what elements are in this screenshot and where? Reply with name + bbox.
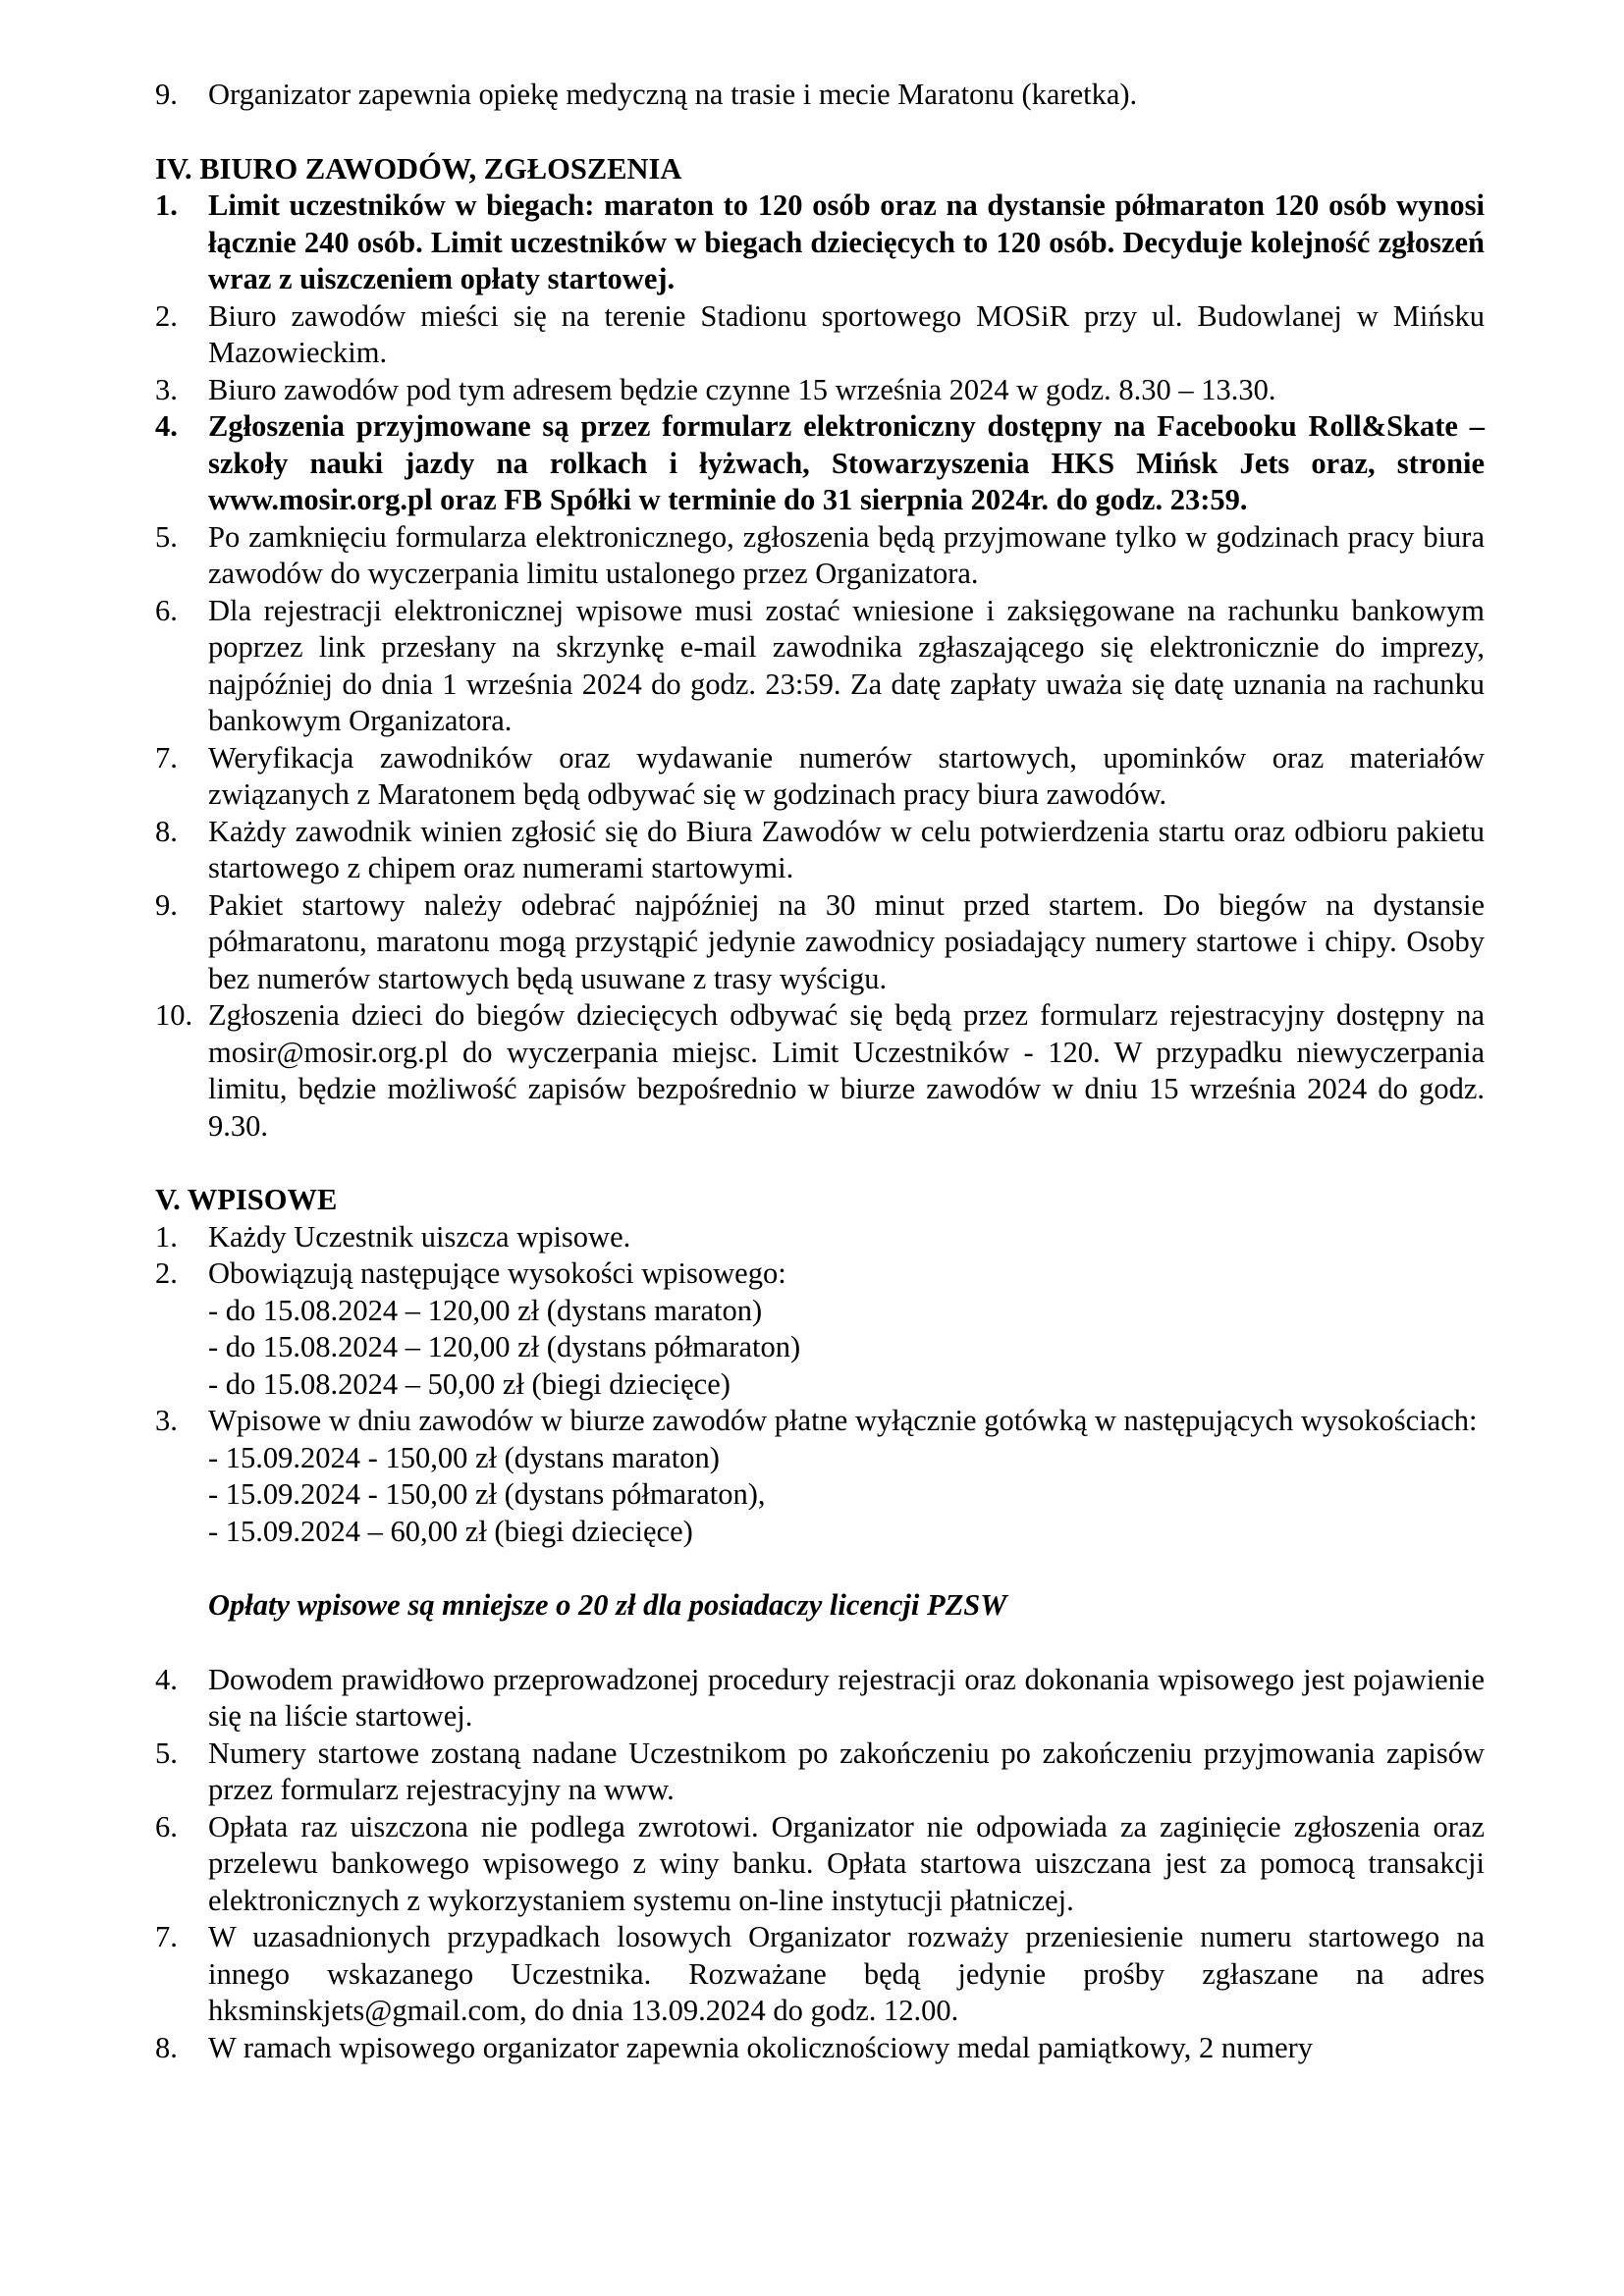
item-number: 7.	[155, 740, 178, 774]
item-number: 9.	[155, 887, 178, 922]
item-number: 8.	[155, 2030, 178, 2064]
list-item	[155, 1403, 1485, 1550]
list-item	[155, 1919, 1485, 2030]
item-number: 3.	[155, 1404, 178, 1437]
item-text: Opłata raz uiszczona nie podlega zwrotowi. Organizator nie odpowiada za zaginięcie zgłoszenia oraz przelewu bankowego wpisowego z winy banku. Opłata startowa uiszczana jest za pomocą transakcji elektronicznych z wykorzystaniem systemu on-line instytucji płatniczej.	[208, 1809, 1485, 1917]
pzsw-discount-note: Opłaty wpisowe są mniejsze o 20 zł dla posiadaczy licencji PZSW	[208, 1588, 1007, 1622]
section-heading-iv: IV. BIURO ZAWODÓW, ZGŁOSZENIA	[155, 151, 682, 186]
list-item	[155, 187, 1485, 298]
item-text: Dowodem prawidłowo przeprowadzonej procedury rejestracji oraz dokonania wpisowego jest pojawienie się na liście startowej.	[208, 1662, 1485, 1733]
document-body	[155, 77, 1485, 2066]
list-item	[155, 593, 1485, 740]
item-text: Biuro zawodów mieści się na terenie Stadionu sportowego MOSiR przy ul. Budowlanej w Mińsku Mazowieckim.	[208, 298, 1485, 369]
item-number: 6.	[155, 593, 178, 627]
list-item	[155, 2030, 1485, 2067]
list-item	[155, 1662, 1485, 1735]
list-item	[155, 740, 1485, 814]
list-item	[155, 1809, 1485, 1920]
fee-line: - do 15.08.2024 – 120,00 zł (dystans maraton)	[208, 1293, 763, 1327]
item-number: 10.	[155, 998, 193, 1032]
fee-line: - 15.09.2024 - 150,00 zł (dystans półmaraton),	[208, 1477, 766, 1511]
item-text: Numery startowe zostaną nadane Uczestnikom po zakończeniu po zakończeniu przyjmowania zapisów przez formularz rejestracyjny na www.	[208, 1735, 1485, 1806]
fee-line: - 15.09.2024 – 60,00 zł (biegi dziecięce)	[208, 1514, 693, 1548]
item-number: 7.	[155, 1920, 178, 1953]
item-text	[208, 1255, 1485, 1403]
item-number: 6.	[155, 1809, 178, 1843]
item-text	[208, 1403, 1485, 1550]
item-number: 5.	[155, 519, 178, 554]
item-text: W uzasadnionych przypadkach losowych Organizator rozważy przeniesienie numeru startowego na innego wskazanego Uczestnika. Rozważane będą jedynie prośby zgłaszane na adres hksminskjets@gmail.com, do dnia 13.09.2024 do godz. 12.00.	[208, 1920, 1485, 2027]
item-intro: Obowiązują następujące wysokości wpisowego:	[208, 1256, 786, 1290]
list-item	[155, 997, 1485, 1145]
item-text: Zgłoszenia dzieci do biegów dziecięcych odbywać się będą przez formularz rejestracyjny dostępny na mosir@mosir.org.pl do wyczerpania miejsc. Limit Uczestników - 120. W przypadku niewyczerpania limitu, będzie możliwość zapisów bezpośrednio w biurze zawodów w dniu 15 września 2024 do godz. 9.30.	[208, 998, 1485, 1143]
list-item	[155, 77, 1485, 114]
item-text: Po zamknięciu formularza elektronicznego, zgłoszenia będą przyjmowane tylko w godzinach pracy biura zawodów do wyczerpania limitu ustalonego przez Organizatora.	[208, 519, 1485, 590]
list-item	[155, 298, 1485, 372]
item-text: W ramach wpisowego organizator zapewnia okolicznościowy medal pamiątkowy, 2 numery	[208, 2030, 1314, 2064]
item-text: Dla rejestracji elektronicznej wpisowe musi zostać wniesione i zaksięgowane na rachunku bankowym poprzez link przesłany na skrzynkę e-mail zawodnika zgłaszającego się elektronicznie do imprezy, najpóźniej do dnia 1 września 2024 do godz. 23:59. Za datę zapłaty uważa się datę uznania na rachunku bankowym Organizatora.	[208, 593, 1485, 737]
item-number: 4.	[155, 409, 178, 443]
fee-line: - do 15.08.2024 – 120,00 zł (dystans półmaraton)	[208, 1330, 801, 1363]
fee-line: - do 15.08.2024 – 50,00 zł (biegi dziecięce)	[208, 1366, 731, 1401]
item-text: Weryfikacja zawodników oraz wydawanie numerów startowych, upominków oraz materiałów związanych z Maratonem będą odbywać się w godzinach pracy biura zawodów.	[208, 740, 1485, 811]
list-item	[155, 1255, 1485, 1403]
item-number: 9.	[155, 78, 178, 111]
item-text: Zgłoszenia przyjmowane są przez formularz elektroniczny dostępny na Facebooku Roll&Skate – szkoły nauki jazdy na rolkach i łyżwach, Stowarzyszenia HKS Mińsk Jets oraz, stronie www.mosir.org.pl oraz FB Spółki w terminie do 31 sierpnia 2024r. do godz. 23:59.	[208, 409, 1485, 516]
list-item	[155, 1219, 1485, 1256]
item-text: Limit uczestników w biegach: maraton to 120 osób oraz na dystansie półmaraton 120 osób wynosi łącznie 240 osób. Limit uczestników w biegach dziecięcych to 120 osób. Decyduje kolejność zgłoszeń wraz z uiszczeniem opłaty startowej.	[208, 188, 1485, 295]
section-heading-v: V. WPISOWE	[155, 1183, 338, 1216]
list-item	[155, 1735, 1485, 1809]
item-number: 3.	[155, 372, 178, 406]
list-item	[155, 408, 1485, 519]
item-number: 8.	[155, 814, 178, 848]
item-text: Biuro zawodów pod tym adresem będzie czynne 15 września 2024 w godz. 8.30 – 13.30.	[208, 372, 1276, 406]
list-item	[155, 372, 1485, 409]
item-number: 2.	[155, 298, 178, 333]
list-item	[155, 814, 1485, 887]
item-text: Każdy Uczestnik uiszcza wpisowe.	[208, 1219, 631, 1254]
item-text: Każdy zawodnik winien zgłosić się do Biura Zawodów w celu potwierdzenia startu oraz odbioru pakietu startowego z chipem oraz numerami startowymi.	[208, 814, 1485, 884]
item-number: 5.	[155, 1735, 178, 1770]
list-item	[155, 887, 1485, 998]
item-text: Pakiet startowy należy odebrać najpóźniej na 30 minut przed startem. Do biegów na dystansie półmaratonu, maratonu mogą przystąpić jedynie zawodnicy posiadający numery startowe i chipy. Osoby bez numerów startowych będą usuwane z trasy wyścigu.	[208, 887, 1485, 995]
item-number: 4.	[155, 1662, 178, 1696]
item-number: 2.	[155, 1256, 178, 1290]
list-item	[155, 519, 1485, 593]
item-number: 1.	[155, 1219, 178, 1254]
fee-line: - 15.09.2024 - 150,00 zł (dystans maraton)	[208, 1440, 720, 1474]
item-number: 1.	[155, 188, 178, 222]
item-intro: Wpisowe w dniu zawodów w biurze zawodów płatne wyłącznie gotówką w następujących wysokościach:	[208, 1404, 1478, 1437]
item-text: Organizator zapewnia opiekę medyczną na trasie i mecie Maratonu (karetka).	[208, 78, 1138, 111]
